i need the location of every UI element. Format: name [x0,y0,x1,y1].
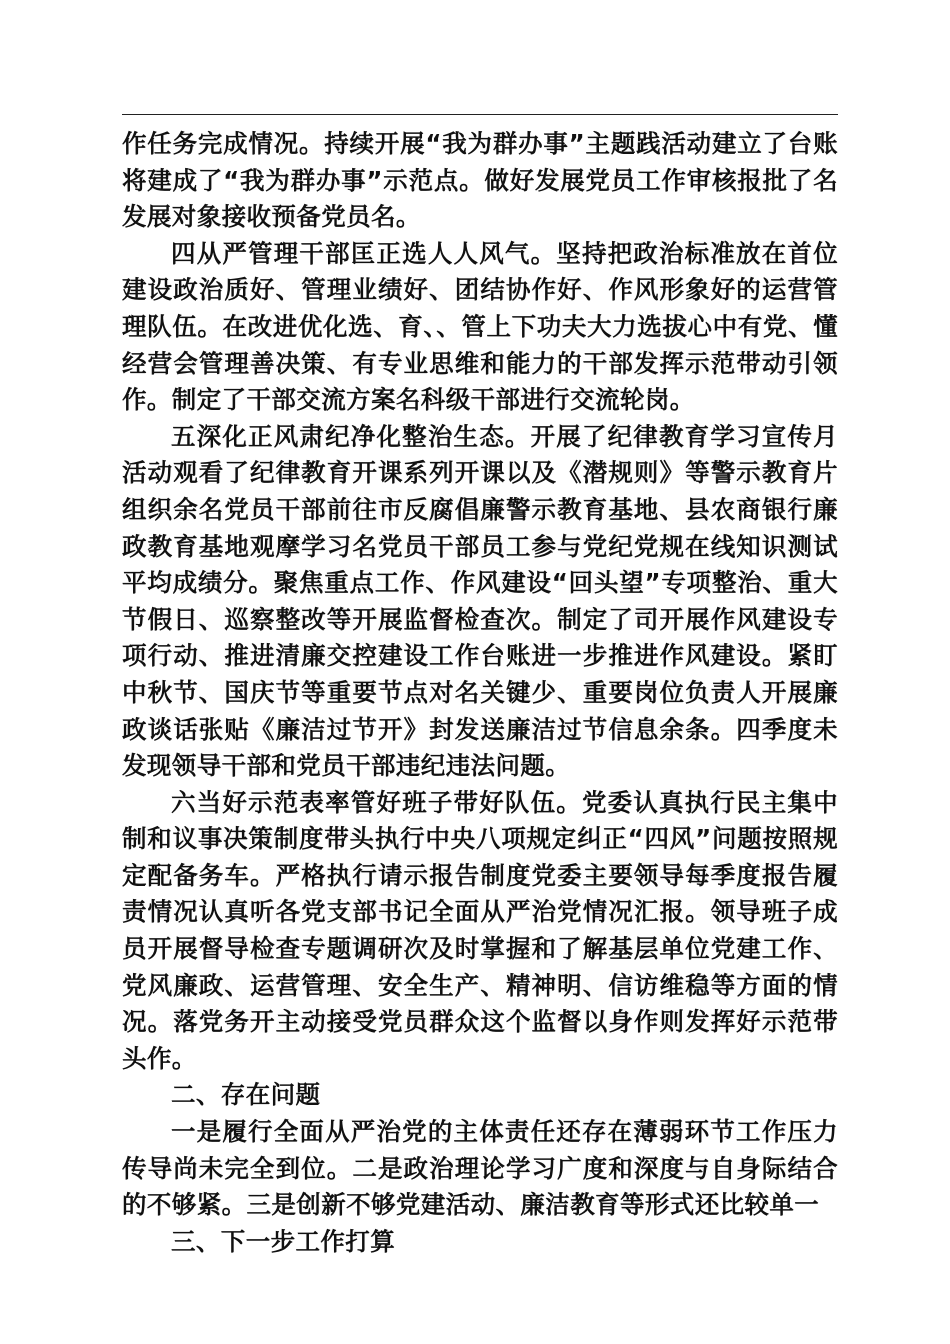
section-heading-problems: 二、存在问题 [171,1080,321,1110]
paragraph-continuation: 作任务完成情况。持续开展“我为群办事”主题践活动建立了台账将建成了“我为群办事”示范点。做好发展党员工作审核报批了名发展对象接收预备党员名。 [122,129,838,232]
paragraph-discipline: 五深化正风肃纪净化整治生态。开展了纪律教育学习宣传月活动观看了纪律教育开课系列开课以及《潜规则》等警示教育片组织余名党员干部前往市反腐倡廉警示教育基地、县农商银行廉政教育基地观摩学习名党员干部员工参与党纪党规在线知识测试平均成绩分。聚焦重点工作、作风建设“回头望”专项整治、重大节假日、巡察整改等开展监督检查次。制定了司开展作风建设专项行动、推进清廉交控建设工作台账进一步推进作风建设。紧盯中秋节、国庆节等重要节点对名关键少、重要岗位负责人开展廉政谈话张贴《廉洁过节开》封发送廉洁过节信息余条。四季度未发现领导干部和党员干部违纪违法问题。 [122,421,838,781]
paragraph-leadership-example: 六当好示范表率管好班子带好队伍。党委认真执行民主集中制和议事决策制度带头执行中央八项规定纠正“四风”问题按照规定配备务车。严格执行请示报告制度党委主要领导每季度报告履责情况认真听各党支部书记全面从严治党情况汇报。领导班子成员开展督导检查专题调研次及时掌握和了解基层单位党建工作、党风廉政、运营管理、安全生产、精神明、信访维稳等方面的情况。落党务开主动接受党员群众这个监督以身作则发挥好示范带头作。 [122,787,838,1073]
header-rule [122,114,838,115]
document-body [122,126,838,1260]
paragraph-cadre-management: 四从严管理干部匡正选人人风气。坚持把政治标准放在首位建设政治质好、管理业绩好、团结协作好、作风形象好的运营管理队伍。在改进优化选、育、、管上下功夫大力选拔心中有党、懂经营会管理善决策、有专业思维和能力的干部发挥示范带动引领作。制定了干部交流方案名科级干部进行交流轮岗。 [122,238,838,415]
paragraph-problems: 一是履行全面从严治党的主体责任还存在薄弱环节工作压力传导尚未完全到位。二是政治理论学习广度和深度与自身际结合的不够紧。三是创新不够党建活动、廉洁教育等形式还比较单一 [122,1117,838,1220]
section-heading-next-steps: 三、下一步工作打算 [171,1226,396,1256]
